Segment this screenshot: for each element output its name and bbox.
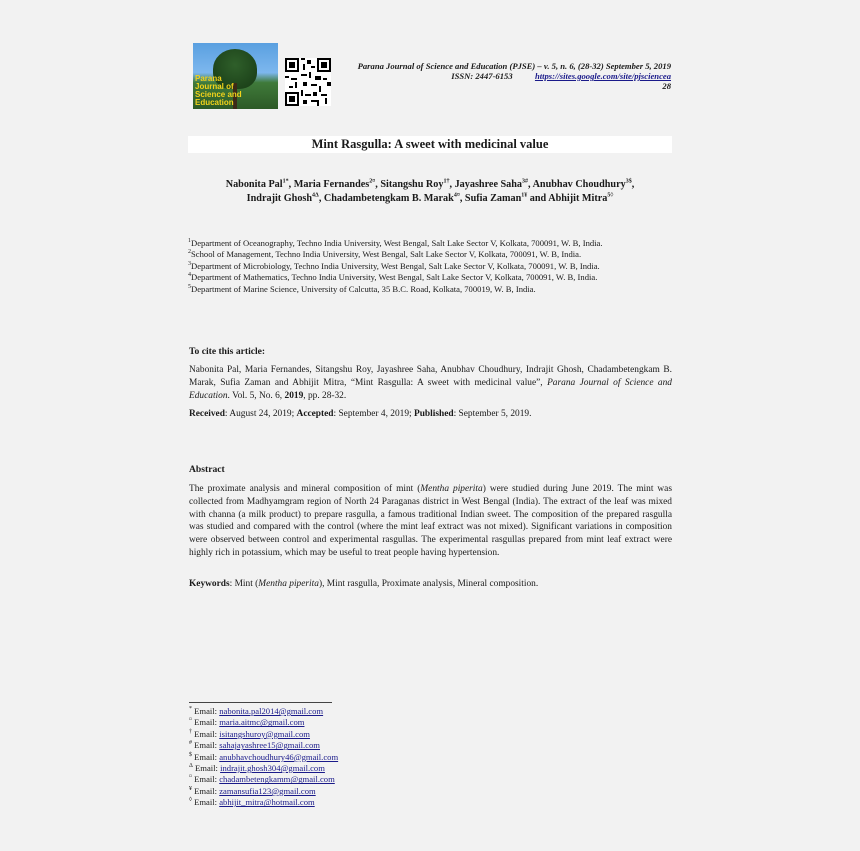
affiliation-number: 1 (188, 238, 191, 245)
page-number: 28 (662, 81, 671, 91)
email-footnote (189, 786, 338, 797)
author-conjunction: and (529, 193, 547, 204)
email-link[interactable]: indrajit.ghosh304@gmail.com (220, 763, 325, 774)
email-label: Email: (194, 728, 218, 739)
cite-heading: To cite this article: (189, 346, 266, 357)
email-link[interactable]: sahajayashree15@gmail.com (219, 740, 320, 751)
author-line-2: Indrajit Ghosh$^{4\Delta}$, Chadambetengkam B. Marak$^{4¤}$, Sufia Zaman$^{1¥}$ and Abhijit Mitra$^{5◊}$ (246, 192, 614, 204)
logo-text-4: Education (195, 98, 234, 107)
email-label: Email: (194, 717, 218, 728)
email-symbol: ¤ (189, 774, 192, 781)
email-link[interactable]: anubhavchoudhury46@gmail.com (219, 751, 339, 762)
affiliation-text: School of Management, Techno India University, West Bengal, Salt Lake Sector V, Kolkata, 700091, W. B, India. (191, 249, 582, 260)
author-mark: 5◊ (607, 192, 614, 199)
author-name: Indrajit Ghosh (246, 193, 313, 204)
affiliation-item (188, 249, 672, 260)
affiliation-number: 5 (188, 283, 191, 290)
email-footnote (189, 729, 338, 740)
author-line-1: Nabonita Pal$^{1*}$, Maria Fernandes$^{2¤}$, Sitangshu Roy$^{1\dagger}$, Jayashree Saha$^{3\#}$, Anubhav Choudhury$^{3\$}$, (225, 178, 635, 190)
email-footnote (189, 740, 338, 751)
cite-journal: Parana Journal of Science and Education (189, 377, 672, 401)
author-mark: 4¤ (453, 192, 460, 199)
affiliation-number: 2 (188, 249, 191, 256)
abstract-species: Mentha piperita (420, 484, 483, 494)
cite-text (189, 364, 672, 402)
email-symbol: # (189, 740, 192, 747)
email-label: Email: (195, 763, 218, 774)
cite-pages: , pp. 28-32. (303, 390, 347, 401)
qr-code-icon (285, 58, 331, 106)
affiliations (188, 238, 672, 295)
received-label: Received (189, 409, 225, 419)
received-date: : August 24, 2019; (224, 409, 297, 419)
author-mark: 3$ (625, 178, 632, 185)
email-link[interactable]: zamansufia123@gmail.com (219, 785, 316, 796)
email-label: Email: (194, 774, 218, 785)
keywords (189, 578, 672, 591)
cite-authors: Nabonita Pal, Maria Fernandes, Sitangshu Roy, Jayashree Saha, Anubhav Choudhury, Indrajit Ghosh, Chadambetengkam B. Marak, Sufia Zaman and Abhijit Mitra, “Mint Rasgulla: A sweet with medicinal value”, (189, 365, 672, 388)
author-name: Nabonita Pal (225, 179, 283, 190)
email-symbol: † (189, 728, 192, 735)
affiliation-text: Department of Microbiology, Techno India University, West Bengal, Salt Lake Sector V, Kolkata, 700091, W. B, India. (191, 260, 600, 271)
email-link[interactable]: maria.aitmc@gmail.com (219, 717, 305, 728)
abstract-heading: Abstract (189, 464, 225, 475)
keywords-post: ), Mint rasgulla, Proximate analysis, Mineral composition. (318, 579, 539, 589)
abstract-text (189, 483, 672, 560)
article-dates (189, 408, 672, 421)
email-label: Email: (194, 740, 218, 751)
accepted-label: Accepted (296, 409, 334, 419)
affiliation-text: Department of Marine Science, University of Calcutta, 35 B.C. Road, Kolkata, 700019, W. B, India. (191, 283, 536, 294)
email-footnote (189, 706, 338, 717)
email-footnote (189, 763, 338, 774)
author-mark: 3# (522, 178, 529, 185)
journal-header (358, 61, 671, 91)
keywords-label: Keywords (189, 579, 230, 589)
author-name: Anubhav Choudhury (532, 179, 626, 190)
affiliation-item (188, 272, 672, 283)
journal-logo (193, 43, 278, 109)
email-symbol: ¤ (189, 717, 192, 724)
keywords-species: Mentha piperita (258, 579, 319, 589)
author-name: Jayashree Saha (454, 179, 523, 190)
email-symbol: Δ (189, 763, 193, 770)
author-mark: 2¤ (369, 178, 376, 185)
cite-volume: . Vol. 5, No. 6, (227, 390, 285, 401)
author-name: Abhijit Mitra (548, 193, 608, 204)
email-symbol: ◊ (189, 797, 192, 804)
author-mark: 1¥ (521, 192, 528, 199)
affiliation-text: Department of Mathematics, Techno India University, West Bengal, Salt Lake Sector V, Kolkata, 700091, W. B, India. (191, 272, 598, 283)
email-footnotes (189, 706, 338, 809)
affiliation-number: 3 (188, 260, 191, 267)
email-footnote (189, 797, 338, 808)
email-symbol: * (189, 706, 192, 713)
email-label: Email: (194, 797, 218, 808)
paper-title: Mint Rasgulla: A sweet with medicinal value (188, 136, 672, 153)
email-link[interactable]: nabonita.pal2014@gmail.com (219, 706, 324, 716)
author-mark: 4Δ (312, 192, 319, 199)
accepted-date: : September 4, 2019; (333, 409, 414, 419)
email-footnote (189, 717, 338, 728)
email-footnote (189, 774, 338, 785)
journal-website-link[interactable]: https://sites.google.com/site/pjsciencea (534, 71, 671, 81)
published-label: Published (413, 409, 454, 419)
affiliation-item (188, 284, 672, 295)
affiliation-text: Department of Oceanography, Techno India University, West Bengal, Salt Lake Sector V, Kolkata, 700091, W. B, India. (191, 238, 603, 248)
footnote-divider (189, 702, 332, 703)
published-date: : September 5, 2019. (453, 409, 532, 419)
author-name: Sufia Zaman (464, 193, 522, 204)
affiliation-item (188, 238, 672, 249)
email-link[interactable]: isitangshuroy@gmail.com (219, 728, 310, 739)
cite-year: 2019 (284, 390, 304, 401)
author-name: Chadambetengkam B. Marak (323, 193, 454, 204)
journal-issn: ISSN: 2447-6153 (451, 71, 513, 81)
author-mark: 1† (443, 178, 450, 185)
email-symbol: $ (189, 751, 192, 758)
email-label: Email: (194, 706, 218, 716)
logo-text-3: Science and (195, 90, 242, 99)
logo-text-1: Parana (195, 74, 222, 83)
email-footnote (189, 752, 338, 763)
journal-citation-line: Parana Journal of Science and Education (PJSE) – v. 5, n. 6, (28-32) September 5, 2019 (357, 61, 671, 71)
affiliation-item (188, 261, 672, 272)
author-mark: 1* (282, 178, 289, 185)
logo-text-2: Journal of (195, 82, 234, 91)
email-label: Email: (194, 785, 218, 796)
abstract-text-post: ) were studied during June 2019. The mint was collected from Madhyamgram region of North 24 Paraganas district in West Bengal (India). The extract of the leaf was mixed with channa (a milk product) to prepare rasgulla, a famous traditional Indian sweet. The composition of the prepared rasgulla was studied and compared with the control (where the mint leaf extract was not mixed). Significant variations in composition were observed between control and experimental rasgullas. The experimental rasgullas prepared from mint leaf extract were highly rich in potassium, which may be useful to treat people having hypertension. (189, 484, 672, 558)
email-link[interactable]: abhijit_mitra@hotmail.com (219, 797, 315, 808)
author-name: Maria Fernandes (293, 179, 370, 190)
email-link[interactable]: chadambetengkamm@gmail.com (219, 774, 335, 785)
abstract-text-pre: The proximate analysis and mineral composition of mint ( (189, 484, 421, 494)
author-list (188, 178, 672, 206)
affiliation-number: 4 (188, 272, 191, 279)
keywords-pre: : Mint ( (229, 579, 259, 589)
journal-issn-line (358, 71, 671, 81)
email-symbol: ¥ (189, 785, 192, 792)
author-name: Sitangshu Roy (380, 179, 444, 190)
email-label: Email: (194, 751, 218, 762)
